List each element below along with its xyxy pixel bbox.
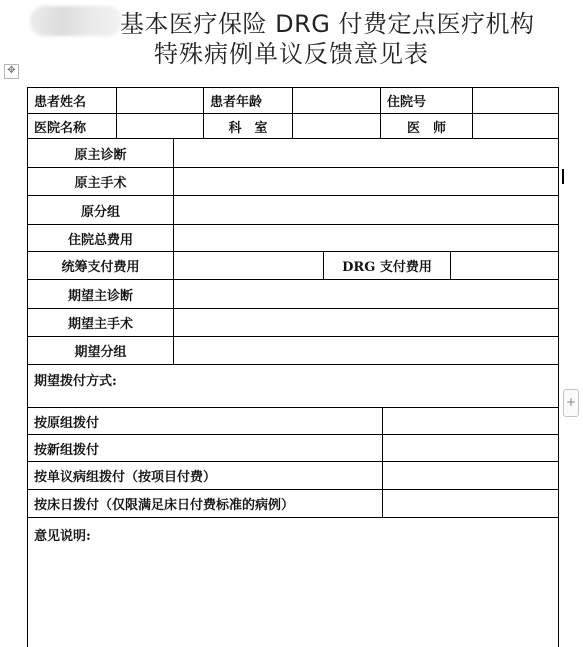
input-department[interactable] (292, 113, 380, 138)
label-patient-age: 患者年龄 (203, 87, 292, 113)
table-move-handle-icon[interactable]: ✥ (4, 64, 19, 79)
input-hospital-name[interactable] (116, 113, 203, 138)
label-expected-surgery: 期望主手术 (27, 308, 173, 336)
feedback-form-table (27, 87, 559, 647)
input-expected-surgery[interactable] (173, 308, 558, 336)
label-drg-payment: DRG 支付费用 (323, 251, 450, 279)
input-original-group[interactable] (173, 195, 558, 224)
option-bed-day-label: 按床日拨付（仅限满足床日付费标准的病例） (27, 489, 382, 517)
label-payment-method: 期望拨付方式: (27, 364, 558, 407)
label-original-group: 原分组 (27, 195, 173, 224)
input-original-diagnosis[interactable] (173, 138, 558, 167)
input-drg-payment[interactable] (450, 251, 558, 279)
input-admission-no[interactable] (472, 87, 558, 113)
input-doctor[interactable] (472, 113, 558, 138)
label-pooled-payment: 统筹支付费用 (27, 251, 173, 279)
remarks-area[interactable]: 意见说明: (27, 517, 558, 647)
option-new-group-input[interactable] (382, 434, 558, 461)
label-expected-diagnosis: 期望主诊断 (27, 279, 173, 308)
label-total-cost: 住院总费用 (27, 224, 173, 251)
label-admission-no: 住院号 (380, 87, 472, 113)
label-original-diagnosis: 原主诊断 (27, 138, 173, 167)
input-expected-group[interactable] (173, 336, 558, 364)
input-original-surgery[interactable] (173, 167, 558, 195)
option-original-group-input[interactable] (382, 407, 558, 434)
input-patient-age[interactable] (292, 87, 380, 113)
input-pooled-payment[interactable] (173, 251, 323, 279)
title-line-2: 特殊病例单议反馈意见表 (154, 40, 429, 68)
table-right-border (558, 87, 559, 647)
option-bed-day-input[interactable] (382, 489, 558, 517)
title-line-1: 基本医疗保险 DRG 付费定点医疗机构 (120, 10, 535, 38)
input-expected-diagnosis[interactable] (173, 279, 558, 308)
label-doctor: 医 师 (380, 113, 472, 138)
option-new-group-label: 按新组拨付 (27, 434, 382, 461)
option-single-review-input[interactable] (382, 461, 558, 489)
label-hospital-name: 医院名称 (27, 113, 116, 138)
label-patient-name: 患者姓名 (27, 87, 116, 113)
add-row-button[interactable]: + (563, 389, 579, 417)
text-cursor (562, 169, 564, 184)
label-expected-group: 期望分组 (27, 336, 173, 364)
label-original-surgery: 原主手术 (27, 167, 173, 195)
input-patient-name[interactable] (116, 87, 203, 113)
input-total-cost[interactable] (173, 224, 558, 251)
label-department: 科 室 (203, 113, 292, 138)
option-original-group-label: 按原组拨付 (27, 407, 382, 434)
redacted-region (30, 6, 122, 36)
option-single-review-label: 按单议病组拨付（按项目付费） (27, 461, 382, 489)
